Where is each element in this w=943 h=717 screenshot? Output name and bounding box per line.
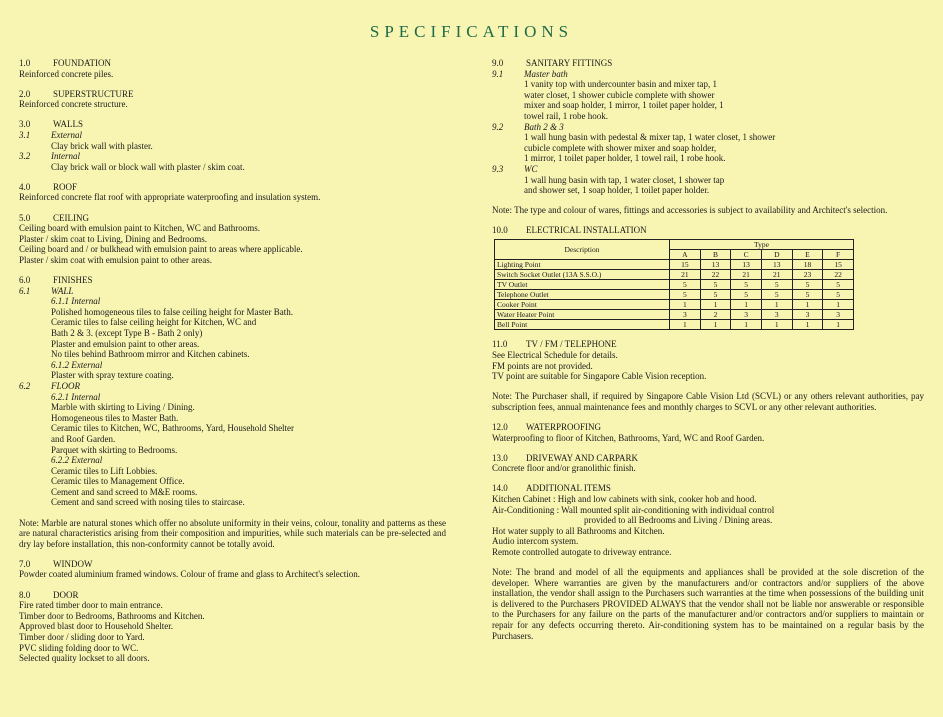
table-row [495, 319, 854, 329]
table-cell: 5 [792, 279, 823, 289]
page-title: SPECIFICATIONS [369, 22, 574, 41]
sub-text: 1 mirror, 1 toilet paper holder, 1 towel rail, 1 robe hook. [524, 153, 726, 164]
section-finishes [19, 275, 446, 508]
table-cell: 5 [670, 279, 701, 289]
table-cell: 1 [823, 299, 854, 309]
section-window [19, 559, 446, 580]
section-text: Plaster / skim coat with emulsion paint to other areas. [19, 254, 212, 265]
warranty-note: Note: The brand and model of all the equipments and appliances shall be provided at the sole discretion of the developer. Where warranties are given by the manufacturers and/or contractors and/or suppliers of the above installation, the vendor shall assign to the Purchasers such warranties at the time when possessions of the building unit is delivered to the Purchasers PROVIDED ALWAYS that the vendor shall not be liable nor answerable or responsible to the Purchasers for any failure on the parts of the manufacturer and/or contractors and/or suppliers to maintain or repair for any defects occurring thereto. Air-conditioning system has to be maintained on a regular basis by the Purchasers. [492, 567, 924, 641]
sub-text: Ceramic tiles to Management Office. [51, 476, 185, 487]
sub-heading: WC [524, 163, 538, 174]
table-col-header: A [670, 249, 701, 259]
section-text: Fire rated timber door to main entrance. [19, 600, 163, 611]
table-cell: 1 [700, 299, 731, 309]
table-cell: 23 [792, 269, 823, 279]
section-text: Kitchen Cabinet : High and low cabinets with sink, cooker hob and hood. [492, 493, 757, 504]
table-cell: 2 [700, 309, 731, 319]
table-cell: 13 [761, 259, 792, 269]
marble-note: Note: Marble are natural stones which offer no absolute uniformity in their veins, colour, tonality and patterns as these are natural characteristics arising from their composition and impurities, while such materials can be pre-selected and dry lay before installation, this non-conformity cannot be totally avoid. [19, 517, 446, 549]
section-heading: ROOF [53, 181, 78, 192]
sub-text: 1 wall hung basin with tap, 1 water closet, 1 shower tap [524, 174, 725, 185]
sub-text: Homogeneous tiles to Master Bath. [51, 412, 179, 423]
sub-number: 6.1 [19, 285, 31, 296]
section-text: See Electrical Schedule for details. [492, 350, 618, 360]
section-text: Timber door / sliding door to Yard. [19, 631, 145, 642]
table-header-type: Type [670, 239, 854, 249]
table-row [495, 299, 854, 309]
table-cell: 5 [700, 279, 731, 289]
right-column [492, 58, 924, 651]
section-text: Audio intercom system. [492, 536, 579, 547]
section-heading: SUPERSTRUCTURE [53, 88, 134, 99]
sub-text: Polished homogeneous tiles to false ceiling height for Master Bath. [51, 306, 293, 317]
section-heading: FINISHES [53, 275, 93, 285]
section-heading: DRIVEWAY AND CARPARK [526, 452, 639, 463]
sub-number: 3.2 [19, 151, 31, 162]
sub-number: 9.1 [492, 68, 504, 79]
section-text: Selected quality lockset to all doors. [19, 653, 150, 664]
table-cell: 1 [823, 319, 854, 329]
section-text: Approved blast door to Household Shelter. [19, 621, 173, 632]
section-text: PVC sliding folding door to WC. [19, 642, 139, 653]
section-number: 1.0 [19, 58, 31, 68]
table-cell: 21 [731, 269, 762, 279]
table-cell: 5 [761, 279, 792, 289]
table-cell: 5 [823, 279, 854, 289]
sub-heading: Internal [51, 151, 80, 162]
table-cell: 21 [670, 269, 701, 279]
row-label: Switch Socket Outlet (13A S.S.O.) [495, 269, 670, 279]
table-cell: 3 [792, 309, 823, 319]
sub-heading: Bath 2 & 3 [524, 121, 564, 132]
section-text: TV point are suitable for Singapore Cable Vision reception. [492, 371, 707, 382]
section-text: Reinforced concrete piles. [19, 68, 114, 79]
sub-text: Cement and sand screed with nosing tiles to staircase. [51, 497, 245, 508]
section-door [19, 590, 446, 664]
sub-text: Ceramic tiles to Lift Lobbies. [51, 465, 158, 476]
section-number: 5.0 [19, 212, 31, 223]
table-header-description: Description [495, 239, 670, 259]
section-heading: ADDITIONAL ITEMS [526, 483, 611, 494]
section-waterproofing [492, 422, 924, 443]
section-heading: WINDOW [53, 558, 93, 569]
section-text: Powder coated aluminium framed windows. Colour of frame and glass to Architect's selection. [19, 569, 361, 580]
table-cell: 18 [792, 259, 823, 269]
table-col-header: E [792, 249, 823, 259]
table-cell: 5 [731, 289, 762, 299]
table-row [495, 269, 854, 279]
sub-text: and shower set, 1 soap holder, 1 toilet paper holder. [524, 185, 710, 196]
table-cell: 5 [792, 289, 823, 299]
table-cell: 1 [731, 299, 762, 309]
section-foundation [19, 58, 446, 79]
table-cell: 3 [731, 309, 762, 319]
sub-heading: WALL [51, 285, 74, 296]
section-number: 13.0 [492, 452, 508, 463]
sub-text: Marble with skirting to Living / Dining. [51, 402, 195, 413]
section-text: provided to all Bedrooms and Living / Dining areas. [584, 515, 773, 526]
left-column [19, 58, 446, 673]
section-number: 7.0 [19, 558, 31, 569]
table-col-header: D [761, 249, 792, 259]
table-col-header: C [731, 249, 762, 259]
section-number: 2.0 [19, 88, 31, 99]
section-text: Concrete floor and/or granolithic finish. [492, 463, 636, 474]
sub-text: mixer and soap holder, 1 mirror, 1 toilet paper holder, 1 [524, 100, 724, 111]
section-heading: WATERPROOFING [526, 421, 602, 432]
table-cell: 1 [731, 319, 762, 329]
table-cell: 21 [761, 269, 792, 279]
sub-sub-heading: 6.2.2 External [51, 455, 103, 466]
table-cell: 22 [700, 269, 731, 279]
sub-text: Parquet with skirting to Bedrooms. [51, 444, 178, 455]
section-text: Air-Conditioning : Wall mounted split air-conditioning with individual control [492, 504, 775, 515]
section-driveway [492, 453, 924, 474]
table-cell: 5 [731, 279, 762, 289]
section-number: 12.0 [492, 421, 508, 432]
table-cell: 13 [731, 259, 762, 269]
section-number: 9.0 [492, 58, 504, 68]
row-label: Water Heater Point [495, 309, 670, 319]
table-row [495, 279, 854, 289]
sub-text: 1 vanity top with undercounter basin and mixer tap, 1 [524, 79, 717, 90]
sub-number: 9.2 [492, 121, 504, 132]
section-text: Ceiling board and / or bulkhead with emulsion paint to areas where applicable. [19, 244, 303, 255]
section-text: FM points are not provided. [492, 360, 593, 371]
section-superstructure [19, 89, 446, 110]
table-cell: 13 [700, 259, 731, 269]
section-text: Hot water supply to all Bathrooms and Kitchen. [492, 525, 665, 536]
sanitary-note: Note: The type and colour of wares, fittings and accessories is subject to availability and Architect's selection. [492, 205, 888, 216]
table-col-header: F [823, 249, 854, 259]
table-cell: 1 [700, 319, 731, 329]
sub-text: Ceramic tiles to Kitchen, WC, Bathrooms, Yard, Household Shelter [51, 423, 295, 434]
table-row [495, 309, 854, 319]
table-cell: 1 [792, 299, 823, 309]
table-cell: 3 [761, 309, 792, 319]
sub-text: 1 wall hung basin with pedestal & mixer tap, 1 water closet, 1 shower [524, 132, 776, 143]
sub-text: towel rail, 1 robe hook. [524, 110, 608, 121]
sub-text: Cement and sand screed to M&E rooms. [51, 486, 198, 497]
row-label: Lighting Point [495, 259, 670, 269]
section-text: Timber door to Bedrooms, Bathrooms and Kitchen. [19, 610, 205, 621]
table-cell: 15 [823, 259, 854, 269]
section-heading: SANITARY FITTINGS [526, 58, 613, 68]
section-number: 8.0 [19, 589, 31, 600]
sub-text: Clay brick wall with plaster. [51, 140, 153, 151]
table-cell: 3 [670, 309, 701, 319]
sub-number: 9.3 [492, 163, 504, 174]
table-row [495, 289, 854, 299]
table-col-header: B [700, 249, 731, 259]
sub-text: Clay brick wall or block wall with plaster / skim coat. [51, 161, 245, 172]
table-cell: 5 [761, 289, 792, 299]
table-cell: 22 [823, 269, 854, 279]
electrical-table [494, 239, 854, 330]
sub-sub-heading: 6.1.1 Internal [51, 296, 101, 307]
sub-sub-heading: 6.2.1 Internal [51, 391, 101, 402]
section-roof [19, 182, 446, 203]
section-number: 11.0 [492, 339, 508, 350]
section-ceiling [19, 213, 446, 266]
row-label: Bell Point [495, 319, 670, 329]
section-text: Reinforced concrete structure. [19, 99, 128, 110]
sub-text: Plaster with spray texture coating. [51, 370, 174, 381]
section-text: Waterproofing to floor of Kitchen, Bathrooms, Yard, WC and Roof Garden. [492, 432, 765, 443]
table-cell: 1 [761, 319, 792, 329]
section-electrical [492, 225, 924, 330]
table-cell: 1 [670, 319, 701, 329]
sub-heading: Master bath [524, 68, 568, 79]
sub-number: 6.2 [19, 380, 31, 391]
section-number: 3.0 [19, 119, 31, 130]
section-heading: DOOR [53, 589, 79, 600]
section-sanitary [492, 58, 924, 196]
cable-note: Note: The Purchaser shall, if required by Singapore Cable Vision Ltd (SCVL) or any others relevant authorities, pay subscription fees, annual maintenance fees and monthly charges to SCVL or any other relevant authorities. [492, 391, 924, 412]
section-text: Ceiling board with emulsion paint to Kitchen, WC and Bathrooms. [19, 223, 261, 234]
section-tv-fm-telephone [492, 339, 924, 381]
section-heading: TV / FM / TELEPHONE [526, 339, 617, 350]
sub-text: Ceramic tiles to false ceiling height for Kitchen, WC and [51, 317, 257, 328]
row-label: Telephone Outlet [495, 289, 670, 299]
section-heading: CEILING [53, 212, 89, 223]
section-number: 14.0 [492, 483, 508, 494]
sub-number: 3.1 [19, 129, 31, 140]
table-cell: 15 [670, 259, 701, 269]
section-additional-items [492, 483, 924, 557]
table-cell: 1 [761, 299, 792, 309]
section-number: 10.0 [492, 225, 508, 236]
sub-heading: External [51, 129, 82, 140]
table-row [495, 259, 854, 269]
section-text: Remote controlled autogate to driveway entrance. [492, 546, 672, 557]
table-cell: 5 [700, 289, 731, 299]
sub-text: cubicle complete with shower mixer and soap holder, [524, 142, 717, 153]
section-number: 4.0 [19, 181, 31, 192]
table-cell: 5 [670, 289, 701, 299]
sub-text: and Roof Garden. [51, 433, 116, 444]
row-label: Cooker Point [495, 299, 670, 309]
sub-text: Plaster and emulsion paint to other areas. [51, 338, 200, 349]
table-cell: 5 [823, 289, 854, 299]
sub-text: water closet, 1 shower cubicle complete with shower [524, 89, 715, 100]
section-heading: WALLS [53, 119, 83, 130]
sub-text: Bath 2 & 3. (except Type B - Bath 2 only) [51, 327, 203, 338]
section-text: Plaster / skim coat to Living, Dining and Bedrooms. [19, 233, 207, 244]
sub-heading: FLOOR [51, 380, 80, 391]
section-number: 6.0 [19, 275, 31, 285]
section-heading: ELECTRICAL INSTALLATION [526, 225, 647, 236]
table-cell: 1 [792, 319, 823, 329]
section-heading: FOUNDATION [53, 58, 111, 68]
table-cell: 3 [823, 309, 854, 319]
sub-text: No tiles behind Bathroom mirror and Kitchen cabinets. [51, 349, 250, 360]
section-walls [19, 119, 446, 172]
sub-sub-heading: 6.1.2 External [51, 359, 103, 370]
section-text: Reinforced concrete flat roof with appropriate waterproofing and insulation system. [19, 192, 321, 203]
table-cell: 1 [670, 299, 701, 309]
row-label: TV Outlet [495, 279, 670, 289]
